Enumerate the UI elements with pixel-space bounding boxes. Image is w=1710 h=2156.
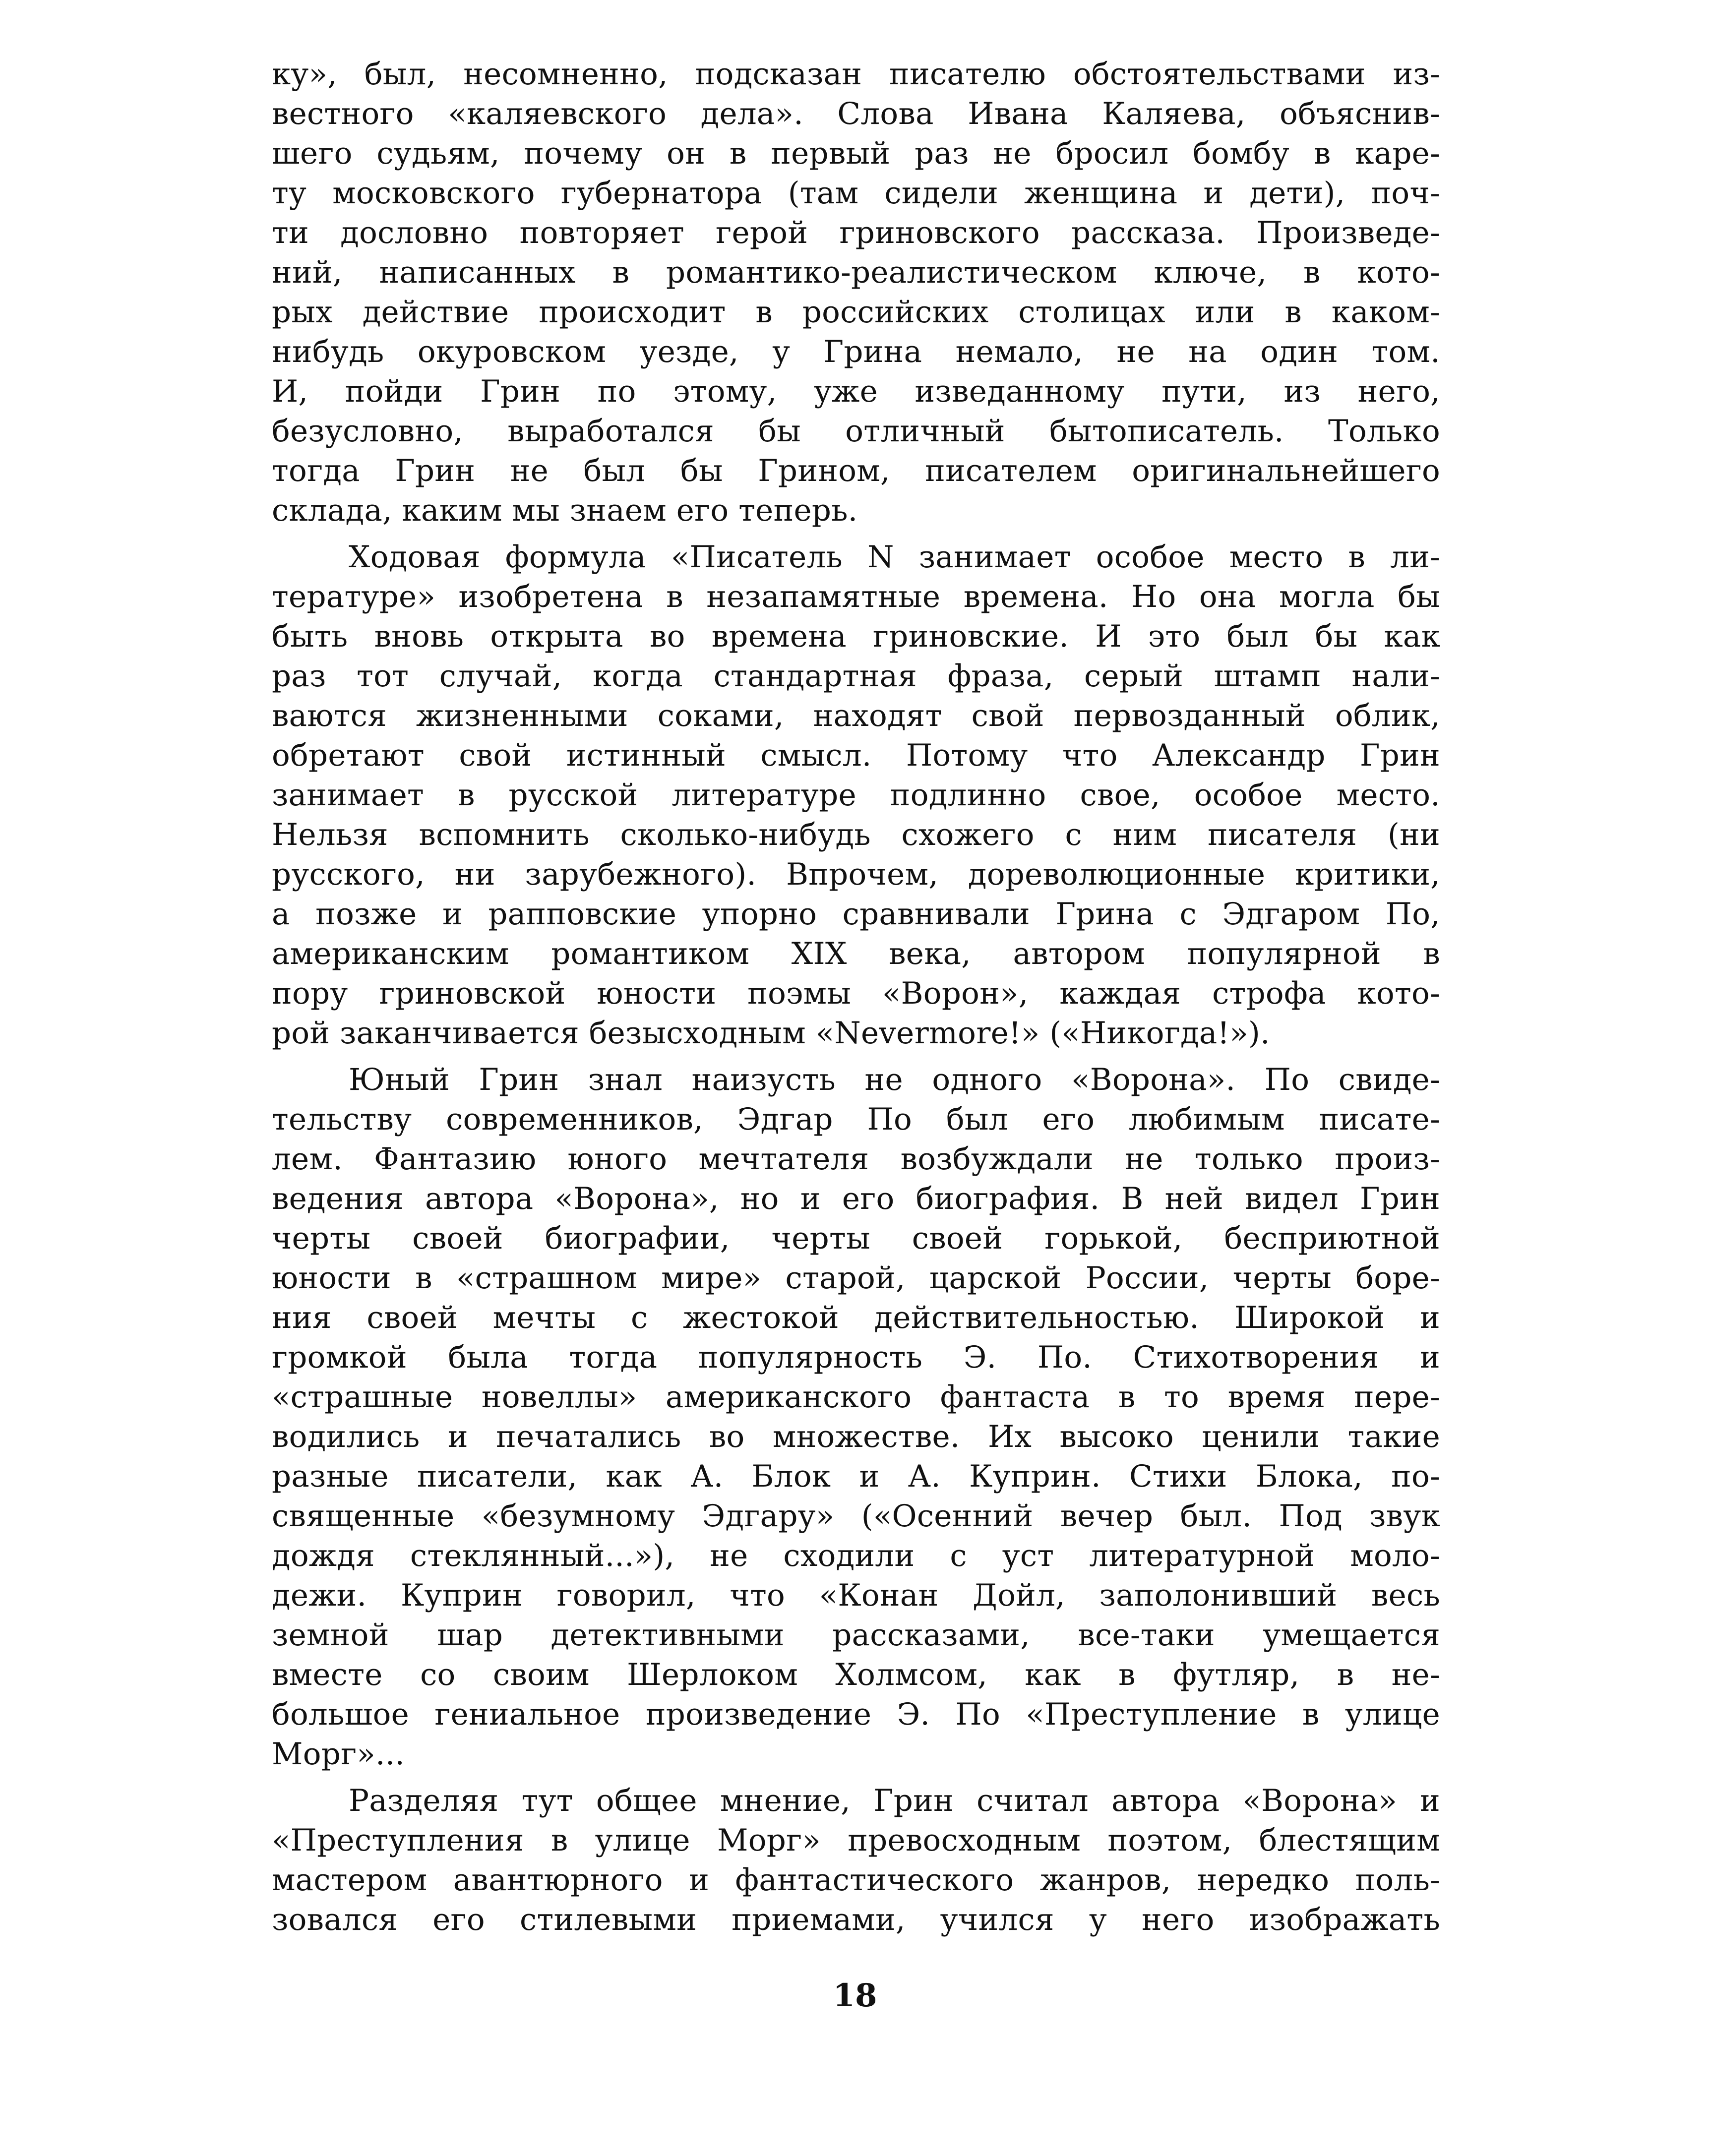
text-line: безусловно, выработался бы отличный бытописатель. Только xyxy=(272,414,1440,449)
text-line: ваются жизненными соками, находят свой первозданный облик, xyxy=(272,698,1440,733)
text-line: ку», был, несомненно, подсказан писателю обстоятельствами из- xyxy=(272,57,1440,92)
text-line: священные «безумному Эдгару» («Осенний вечер был. Под звук xyxy=(272,1498,1440,1534)
page-number: 18 xyxy=(833,1977,877,2014)
paragraph-2 xyxy=(272,538,1440,1053)
text-line: раз тот случай, когда стандартная фраза, серый штамп нали- xyxy=(272,659,1440,694)
text-line: зовался его стилевыми приемами, учился у него изображать xyxy=(272,1902,1440,1937)
text-line: дежи. Куприн говорил, что «Конан Дойл, заполонивший весь xyxy=(272,1578,1440,1613)
text-line: занимает в русской литературе подлинно свое, особое место. xyxy=(272,778,1440,813)
text-line: Разделяя тут общее мнение, Грин считал автора «Ворона» и xyxy=(349,1783,1440,1818)
text-line: ведения автора «Ворона», но и его биография. В ней видел Грин xyxy=(272,1181,1440,1216)
text-line: рых действие происходит в российских столицах или в каком- xyxy=(272,295,1440,330)
text-line: ния своей мечты с жестокой действительностью. Широкой и xyxy=(272,1300,1440,1335)
paragraph-1 xyxy=(272,55,1440,531)
text-line: тературе» изобретена в незапамятные времена. Но она могла бы xyxy=(272,579,1440,614)
text-line: ту московского губернатора (там сидели женщина и дети), поч- xyxy=(272,176,1440,211)
paragraph-3 xyxy=(272,1060,1440,1774)
text-line: нибудь окуровском уезде, у Грина немало, не на один том. xyxy=(272,334,1440,369)
text-line: Морг»... xyxy=(272,1737,405,1772)
text-line: разные писатели, как А. Блок и А. Куприн. Стихи Блока, по- xyxy=(272,1459,1440,1494)
text-line: дождя стеклянный...»), не сходили с уст литературной моло- xyxy=(272,1538,1440,1573)
text-line: Юный Грин знал наизусть не одного «Ворона». По свиде- xyxy=(349,1062,1440,1097)
text-line: ний, написанных в романтико-реалистическом ключе, в кото- xyxy=(272,255,1440,290)
text-line: русского, ни зарубежного). Впрочем, дореволюционные критики, xyxy=(272,857,1440,892)
text-line: тельству современников, Эдгар По был его любимым писате- xyxy=(272,1102,1440,1137)
text-line: американским романтиком XIX века, автором популярной в xyxy=(272,936,1440,971)
text-line: вместе со своим Шерлоком Холмсом, как в футляр, в не- xyxy=(272,1657,1440,1692)
text-line: юности в «страшном мире» старой, царской России, черты боре- xyxy=(272,1260,1440,1296)
text-line: «Преступления в улице Морг» превосходным поэтом, блестящим xyxy=(272,1823,1440,1858)
text-line: вестного «каляевского дела». Слова Ивана Каляева, объяснив- xyxy=(272,96,1440,131)
text-line: ти дословно повторяет герой гриновского рассказа. Произведе- xyxy=(272,215,1440,250)
text-line: обретают свой истинный смысл. Потому что Александр Грин xyxy=(272,738,1440,773)
text-line: лем. Фантазию юного мечтателя возбуждали не только произ- xyxy=(272,1141,1440,1177)
text-line: черты своей биографии, черты своей горькой, бесприютной xyxy=(272,1221,1440,1256)
text-line: громкой была тогда популярность Э. По. Стихотворения и xyxy=(272,1340,1440,1375)
text-line: рой заканчивается безысходным «Nevermore!» («Никогда!»). xyxy=(272,1016,1270,1051)
text-line: И, пойди Грин по этому, уже изведанному пути, из него, xyxy=(272,374,1440,409)
text-line: Нельзя вспомнить сколько-нибудь схожего с ним писателя (ни xyxy=(272,817,1440,852)
text-line: шего судьям, почему он в первый раз не бросил бомбу в каре- xyxy=(272,136,1440,171)
text-line: а позже и рапповские упорно сравнивали Грина с Эдгаром По, xyxy=(272,897,1440,932)
text-line: тогда Грин не был бы Грином, писателем оригинальнейшего xyxy=(272,453,1440,488)
text-line: земной шар детективными рассказами, все-таки умещается xyxy=(272,1617,1440,1653)
text-line: Ходовая формула «Писатель N занимает особое место в ли- xyxy=(349,539,1440,575)
text-line: пору гриновской юности поэмы «Ворон», каждая строфа кото- xyxy=(272,976,1440,1011)
text-line: мастером авантюрного и фантастического жанров, нередко поль- xyxy=(272,1862,1440,1898)
paragraph-4 xyxy=(272,1781,1440,1940)
text-line: водились и печатались во множестве. Их высоко ценили такие xyxy=(272,1419,1440,1454)
text-line: быть вновь открыта во времена гриновские. И это был бы как xyxy=(272,619,1440,654)
text-line: склада, каким мы знаем его теперь. xyxy=(272,493,858,528)
page-body xyxy=(272,55,1440,1940)
text-line: большое гениальное произведение Э. По «Преступление в улице xyxy=(272,1697,1440,1732)
text-line: «страшные новеллы» американского фантаста в то время пере- xyxy=(272,1379,1440,1415)
